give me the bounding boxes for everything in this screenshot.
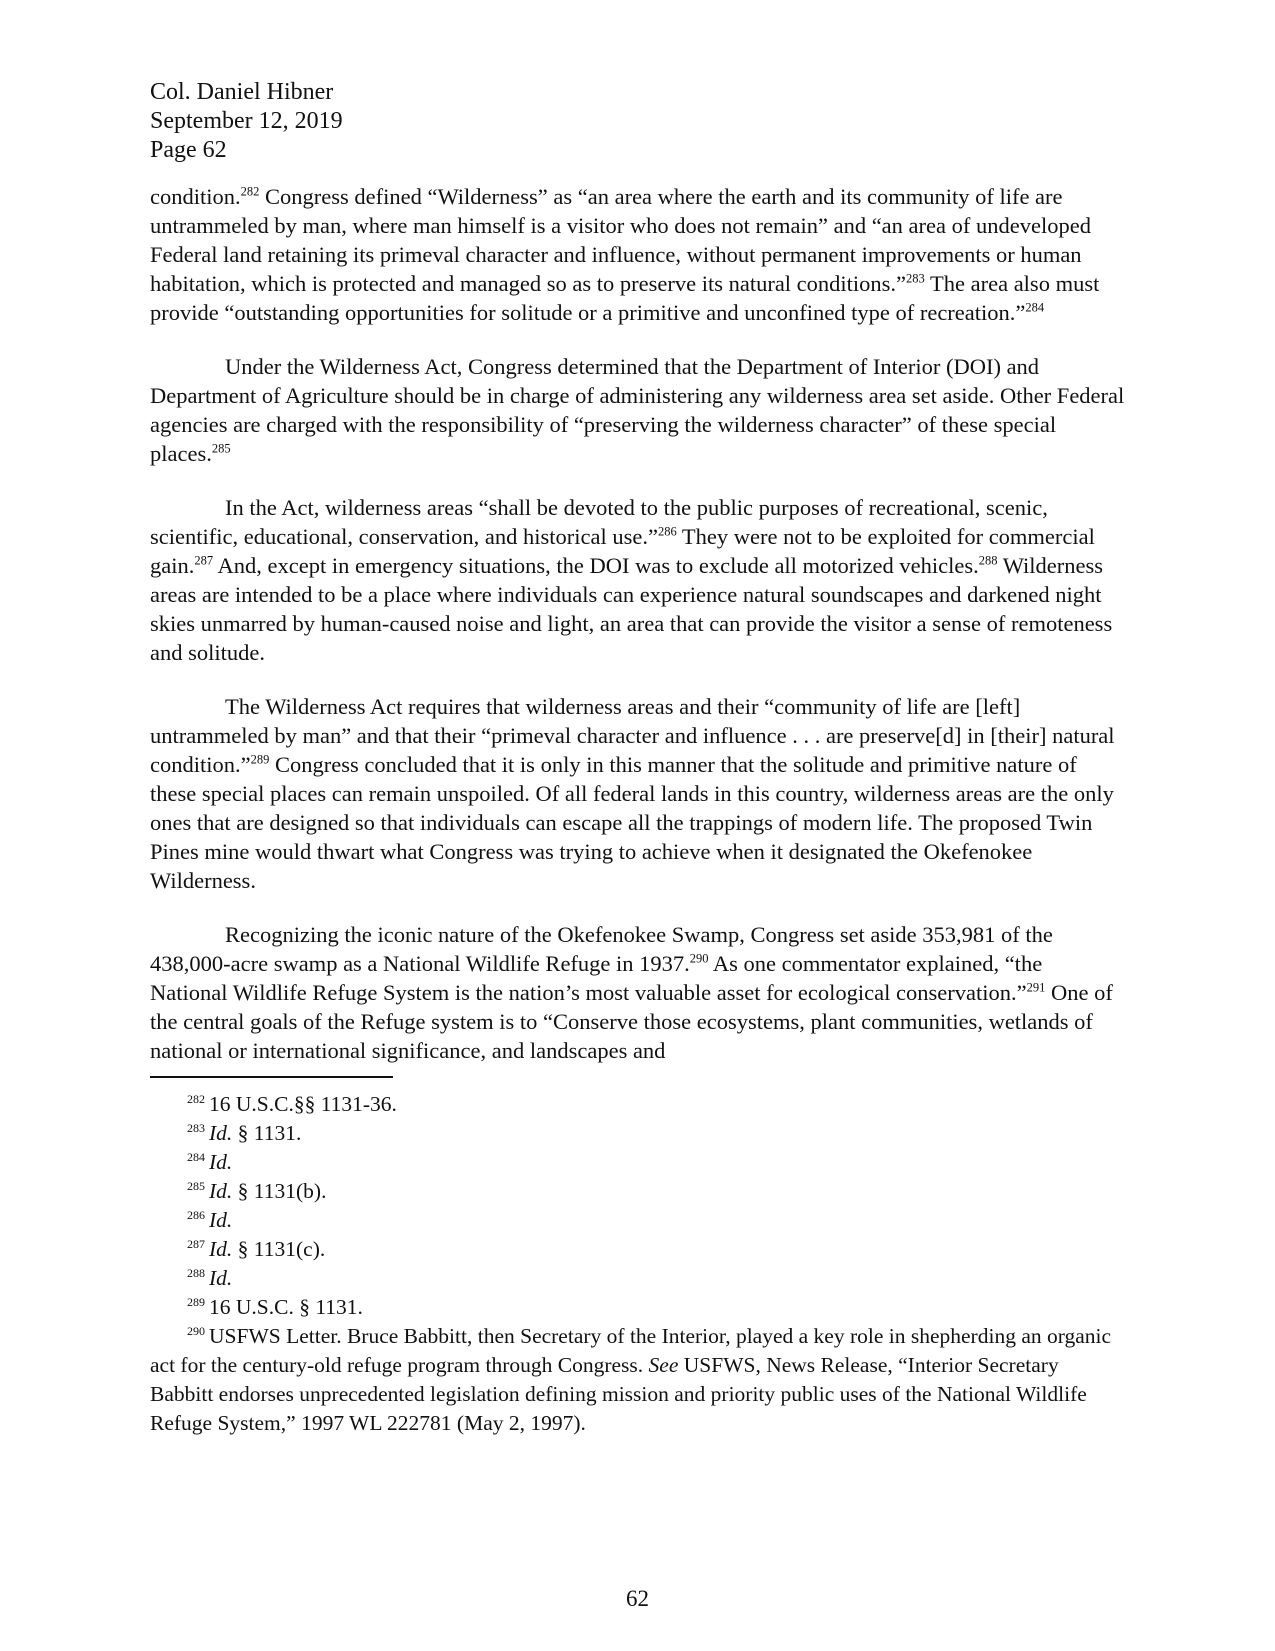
footnote-number: 284 [187, 1149, 205, 1164]
text-run: They were not to be exploited for commercial gain. [150, 524, 1095, 578]
text-run: And, except in emergency situations, the DOI was to exclude all motorized vehicles. [213, 553, 979, 578]
footnote-reference: 288 [978, 553, 998, 568]
footnote-number: 290 [187, 1323, 205, 1338]
footnote-reference: 289 [250, 752, 270, 767]
footnote-reference: 283 [906, 271, 925, 286]
text-run: Under the Wilderness Act, Congress determined that the Department of Interior (DOI) and Department of Agriculture should be in charge of administering any wilderness area set aside. Other Federal agencies are charged with the responsibility of “preserving the wilderness character” of these special places. [150, 354, 1125, 466]
text-run: USFWS Letter. Bruce Babbitt, then Secretary of the Interior, played a key role in shepherding an organic act for the century-old refuge program through Congress. [150, 1324, 1112, 1377]
citation-italic: Id. [209, 1208, 233, 1232]
footnote-reference: 291 [1026, 980, 1046, 995]
footnote [150, 1264, 1125, 1293]
paragraph [150, 493, 1125, 667]
body-text [150, 182, 1125, 1065]
paragraph [150, 692, 1125, 895]
letter-header [150, 78, 1125, 165]
text-run: The Wilderness Act requires that wilderness areas and their “community of life are [left] untrammeled by man” and that their “primeval character and influence . . . are preserve[d] in [their] natural condition.” [150, 694, 1115, 777]
letter-date: September 12, 2019 [150, 108, 343, 134]
footnote-number: 286 [187, 1207, 205, 1222]
text-run: 16 U.S.C. § 1131. [209, 1295, 363, 1319]
footnote [150, 1119, 1125, 1148]
footnote-number: 288 [187, 1265, 205, 1280]
text-run: Congress concluded that it is only in this manner that the solitude and primitive nature of these special places can remain unspoiled. Of all federal lands in this country, wilderness areas are the only ones that are designed so that individuals can escape all the trappings of modern life. The proposed Twin Pines mine would thwart what Congress was trying to achieve when it designated the Okefenokee Wilderness. [150, 752, 1114, 893]
text-run: One of the central goals of the Refuge system is to “Conserve those ecosystems, plant communities, wetlands of national or international significance, and landscapes and [150, 980, 1113, 1063]
citation-italic: Id. [209, 1237, 233, 1261]
footnote-reference: 285 [211, 441, 231, 456]
citation-italic: See [648, 1353, 679, 1377]
footnote-number: 282 [187, 1091, 205, 1106]
text-run: The area also must provide “outstanding opportunities for solitude or a primitive and unconfined type of recreation.” [150, 271, 1100, 325]
footnote-number: 287 [187, 1236, 205, 1251]
footnote-reference: 286 [657, 524, 677, 539]
paragraph [150, 182, 1125, 327]
footnote-number: 289 [187, 1294, 205, 1309]
footnote-reference: 282 [240, 184, 260, 199]
citation-italic: Id. [209, 1121, 233, 1145]
document-page [150, 78, 1125, 1618]
page-label: Page 62 [150, 137, 227, 163]
text-run: condition. [150, 184, 241, 209]
paragraph [150, 352, 1125, 468]
footnote-number: 283 [187, 1120, 205, 1135]
citation-italic: Id. [209, 1150, 233, 1174]
footnote-divider [150, 1076, 393, 1078]
footnote [150, 1235, 1125, 1264]
footnote-reference: 287 [194, 553, 214, 568]
footnote [150, 1148, 1125, 1177]
citation-italic: Id. [209, 1266, 233, 1290]
paragraph [150, 920, 1125, 1065]
text-run: In the Act, wilderness areas “shall be devoted to the public purposes of recreational, scenic, scientific, educational, conservation, and historical use.” [150, 495, 1048, 549]
footnotes [150, 1090, 1125, 1438]
page-number: 62 [626, 1586, 649, 1611]
footnote [150, 1206, 1125, 1235]
text-run: § 1131(c). [232, 1237, 326, 1261]
text-run: Wilderness areas are intended to be a place where individuals can experience natural soundscapes and darkened night skies unmarred by human-caused noise and light, an area that can provide the visitor a sense of remoteness and solitude. [150, 553, 1113, 665]
footnote [150, 1293, 1125, 1322]
citation-italic: Id. [209, 1179, 233, 1203]
footnote [150, 1322, 1125, 1438]
text-run: § 1131. [232, 1121, 302, 1145]
text-run: § 1131(b). [232, 1179, 327, 1203]
text-run: USFWS, News Release, “Interior Secretary Babbitt endorses unprecedented legislation defining mission and priority public uses of the National Wildlife Refuge System,” 1997 WL 222781 (May 2, 1997). [150, 1353, 1087, 1435]
footnote-number: 285 [187, 1178, 205, 1193]
text-run: 16 U.S.C.§§ 1131-36. [209, 1092, 397, 1116]
text-run: Recognizing the iconic nature of the Okefenokee Swamp, Congress set aside 353,981 of the 438,000-acre swamp as a National Wildlife Refuge in 1937. [150, 922, 1053, 976]
recipient-name: Col. Daniel Hibner [150, 79, 334, 105]
footnote-reference: 290 [689, 951, 709, 966]
text-run: Congress defined “Wilderness” as “an area where the earth and its community of life are untrammeled by man, where man himself is a visitor who does not remain” and “an area of undeveloped Federal land retaining its primeval character and influence, without permanent improvements or human habitation, which is protected and managed so as to preserve its natural conditions.” [150, 184, 1091, 296]
text-run: As one commentator explained, “the National Wildlife Refuge System is the nation’s most valuable asset for ecological conservation.” [150, 951, 1043, 1005]
footnote [150, 1177, 1125, 1206]
footnote-reference: 284 [1025, 300, 1045, 315]
footnote [150, 1090, 1125, 1119]
